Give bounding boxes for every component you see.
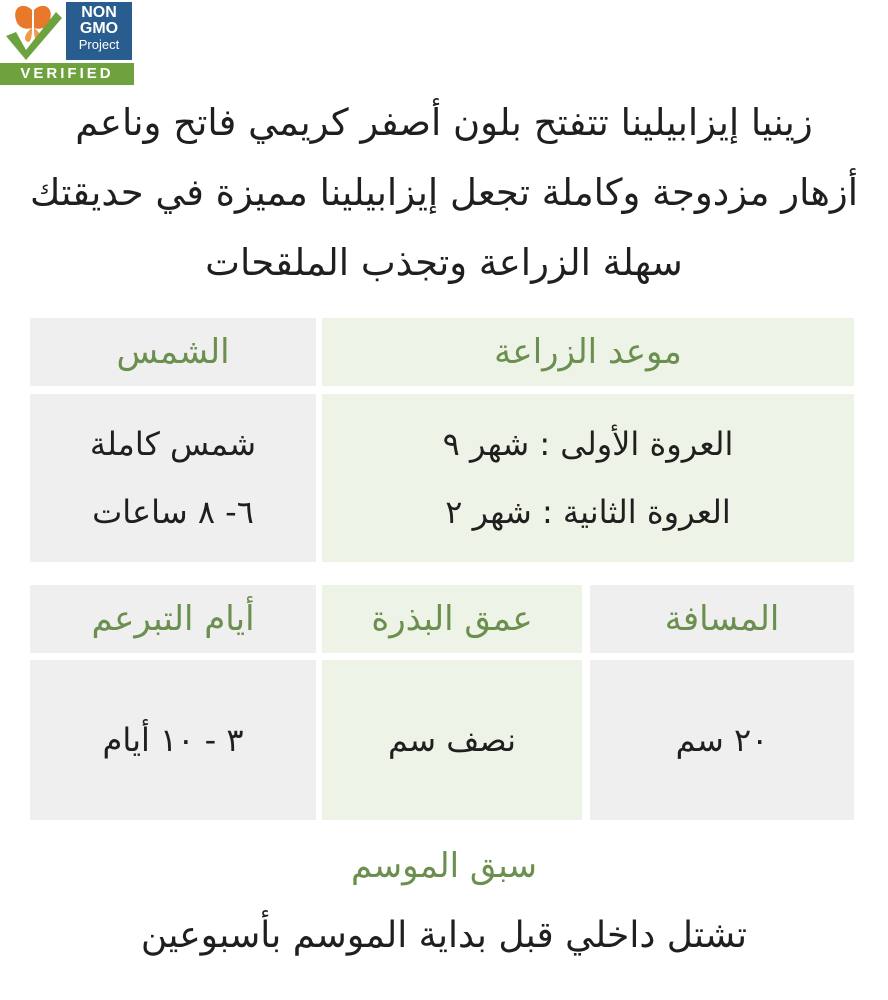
intro-description [0, 88, 888, 298]
sun-header: الشمس [30, 318, 316, 386]
germination-days-value: ٣ - ١٠ أيام [30, 660, 316, 820]
logo-line-1: NON [81, 4, 117, 21]
butterfly-check-icon [2, 2, 64, 62]
spacing-header: المسافة [590, 585, 854, 653]
planting-first-season: العروة الأولى : شهر ٩ [442, 425, 734, 463]
intro-line-3: سهلة الزراعة وتجذب الملقحات [205, 241, 683, 284]
non-gmo-project-text [66, 2, 132, 60]
seed-depth-header: عمق البذرة [322, 585, 582, 653]
sun-value [30, 394, 316, 562]
planting-time-value [322, 394, 854, 562]
season-title: سبق الموسم [350, 846, 538, 886]
season-text: تشتل داخلي قبل بداية الموسم بأسبوعين [140, 915, 748, 956]
germination-days-header: أيام التبرعم [30, 585, 316, 653]
logo-line-3: Project [78, 37, 120, 52]
intro-line-1: زينيا إيزابيلينا تتفتح بلون أصفر كريمي فاتح وناعم [75, 101, 813, 144]
sun-hours: ٦- ٨ ساعات [92, 493, 254, 531]
planting-second-season: العروة الثانية : شهر ٢ [445, 493, 731, 531]
spacing-value: ٢٠ سم [590, 660, 854, 820]
intro-line-2: أزهار مزدوجة وكاملة تجعل إيزابيلينا مميزة في حديقتك [29, 171, 859, 214]
non-gmo-verified-logo [0, 0, 134, 85]
seed-depth-value: نصف سم [322, 660, 582, 820]
sun-type: شمس كاملة [89, 425, 257, 463]
planting-time-header: موعد الزراعة [322, 318, 854, 386]
verified-badge: VERIFIED [0, 63, 134, 85]
logo-line-2: GMO [79, 20, 119, 37]
